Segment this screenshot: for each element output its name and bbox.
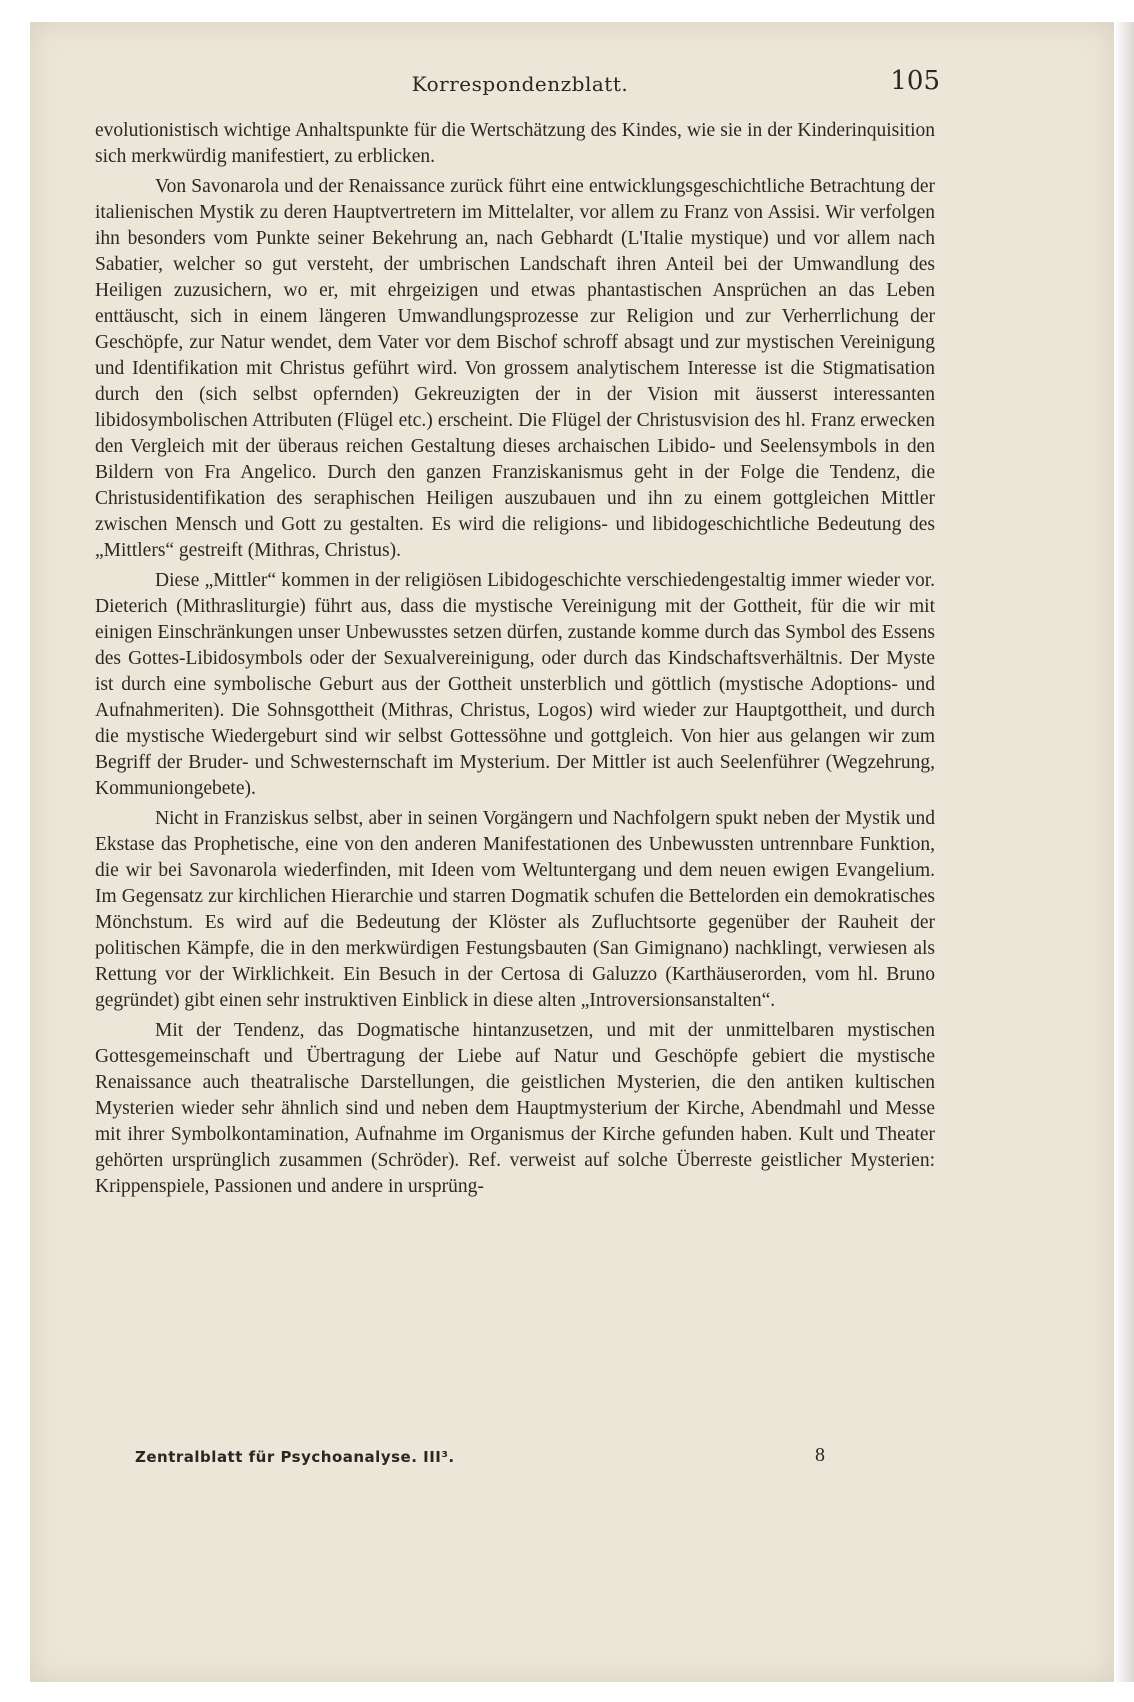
paragraph-1: evolutionistisch wichtige Anhaltspunkte für die Wertschätzung des Kindes, wie sie in der Kinderinquisition sich merkwürdig manifestiert, zu erblicken. <box>95 120 935 167</box>
sheet-signature: 8 <box>815 1444 825 1466</box>
paragraph-2: Von Savonarola und der Renaissance zurück führt eine entwicklungsgeschichtliche Betrachtung der italienischen Mystik zu deren Hauptvertretern im Mittelalter, vor allem zu Franz von Assisi. Wir verfolgen ihn besonders vom Punkte seiner Bekehrung an, nach Gebhardt (L'Italie mystique) und vor allem nach Sabatier, welcher so gut versteht, der umbrischen Landschaft ihren Anteil bei der Umwandlung des Heiligen zuzusichern, wo er, mit ehrgeizigen und etwas phantastischen Ansprüchen an das Leben enttäuscht, sich in einem längeren Umwandlungsprozesse zur Religion und zur Verherrlichung der Geschöpfe, zur Natur wendet, dem Vater vor dem Bischof schroff absagt und zur mystischen Vereinigung und Identifikation mit Christus geführt wird. Von grossem analytischem Interesse ist die Stigmatisation durch den (sich selbst opfernden) Gekreuzigten der in der Vision mit äusserst interessanten libidosymbolischen Attributen (Flügel etc.) erscheint. Die Flügel der Christusvision des hl. Franz erwecken den Vergleich mit der überaus reichen Gestaltung dieses archaischen Libido- und Seelensymbols in den Bildern von Fra Angelico. Durch den ganzen Franziskanismus geht in der Folge die Tendenz, die Christusidentifikation des seraphischen Heiligen auszubauen und ihn zu einem gottgleichen Mittler zwischen Mensch und Gott zu gestalten. Es wird die religions- und libidogeschichtliche Bedeutung des „Mittlers“ gestreift (Mithras, Christus). <box>95 176 935 561</box>
journal-footer: Zentralblatt für Psychoanalyse. III³. <box>135 1448 455 1466</box>
page-number: 105 <box>890 66 940 96</box>
paragraph-4: Nicht in Franziskus selbst, aber in seinen Vorgängern und Nachfolgern spukt neben der Mystik und Ekstase das Prophetische, eine von den anderen Manifestationen des Unbewussten untrennbare Funktion, die wir bei Savonarola wiederfinden, mit Ideen vom Weltuntergang und dem neuen ewigen Evangelium. Im Gegensatz zur kirchlichen Hierarchie und starren Dogmatik schufen die Bettelorden ein demokratisches Mönchstum. Es wird auf die Bedeutung der Klöster als Zufluchtsorte gegenüber der Rauheit der politischen Kämpfe, die in den merkwürdigen Festungsbauten (San Gimignano) nachklingt, verwiesen als Rettung vor der Wirklichkeit. Ein Besuch in der Certosa di Galuzzo (Karthäuserorden, vom hl. Bruno gegründet) gibt einen sehr instruktiven Einblick in diese alten „Introversionsanstalten“. <box>95 808 935 1011</box>
page-footer <box>135 1444 825 1474</box>
page-edge-shadow <box>1114 22 1134 1682</box>
running-title: Korrespondenzblatt. <box>411 72 629 96</box>
running-head <box>100 66 940 106</box>
body-text <box>95 118 935 1200</box>
paragraph-3: Diese „Mittler“ kommen in der religiösen Libidogeschichte verschiedengestaltig immer wieder vor. Dieterich (Mithrasliturgie) führt aus, dass die mystische Vereinigung mit der Gottheit, für die wir mit einigen Einschränkungen unser Unbewusstes setzen dürfen, zustande komme durch das Symbol des Essens des Gottes-Libidosymbols oder der Sexualvereinigung, oder durch das Kindschaftsverhältnis. Der Myste ist durch eine symbolische Geburt aus der Gottheit unsterblich und göttlich (mystische Adoptions- und Aufnahmeriten). Die Sohnsgottheit (Mithras, Christus, Logos) wird wieder zur Hauptgottheit, und durch die mystische Wiedergeburt sind wir selbst Gottessöhne und gottgleich. Von hier aus gelangen wir zum Begriff der Bruder- und Schwesternschaft im Mysterium. Der Mittler ist auch Seelenführer (Wegzehrung, Kommuniongebete). <box>95 570 935 799</box>
paragraph-5: Mit der Tendenz, das Dogmatische hintanzusetzen, und mit der unmittelbaren mystischen Gottesgemeinschaft und Übertragung der Liebe auf Natur und Geschöpfe gebiert die mystische Renaissance auch theatralische Darstellungen, die geistlichen Mysterien, die den antiken kultischen Mysterien wieder sehr ähnlich sind und neben dem Hauptmysterium der Kirche, Abendmahl und Messe mit ihrer Symbolkontamination, Aufnahme im Organismus der Kirche gefunden haben. Kult und Theater gehörten ursprünglich zusammen (Schröder). Ref. verweist auf solche Überreste geistlicher Mysterien: Krippenspiele, Passionen und andere in ursprüng- <box>95 1020 935 1197</box>
